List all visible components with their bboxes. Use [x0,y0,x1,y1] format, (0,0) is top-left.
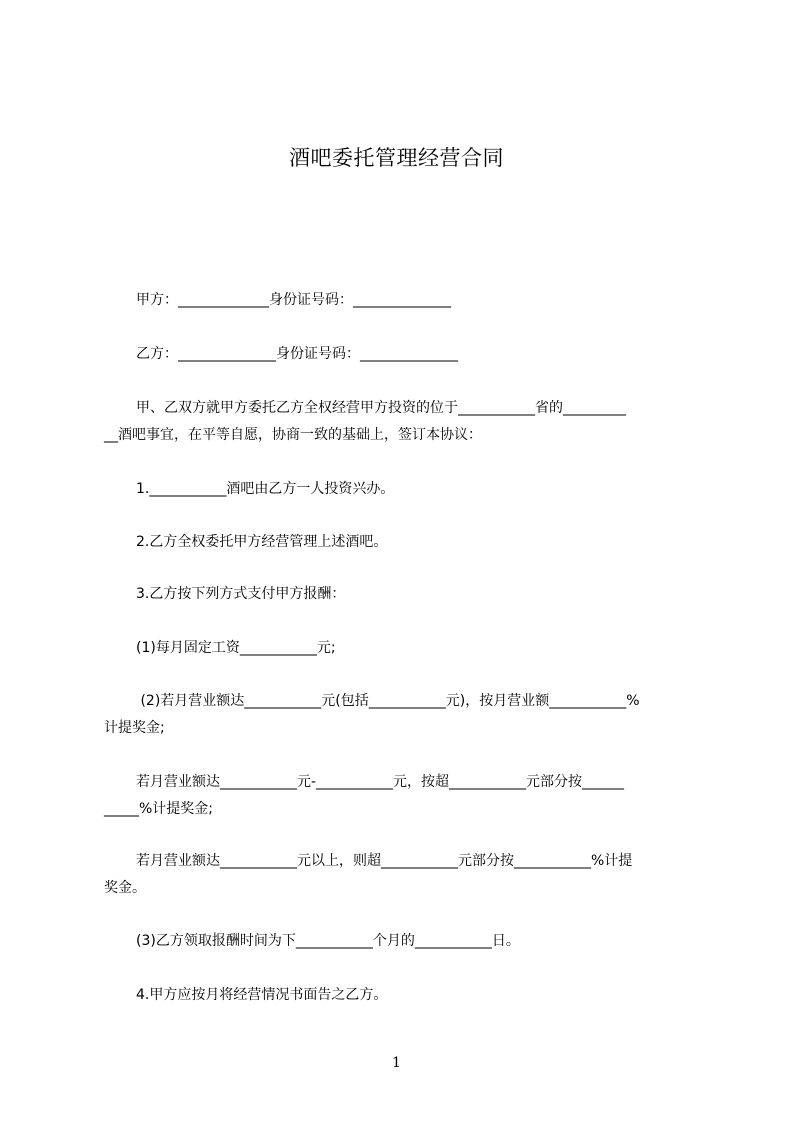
clause-3-2-line-1: (2)若月营业额达___________元(包括___________元)，按月营业额___________% [136,693,640,709]
party-a-line: 甲方：_____________身份证号码：______________ [136,292,451,308]
clause-3-3: (3)乙方领取报酬时间为下___________个月的___________日。 [136,933,520,949]
page-number: 1 [392,1055,401,1071]
party-b-line: 乙方：______________身份证号码：______________ [136,346,458,362]
bonus-tier-2-line-1: 若月营业额达___________元-___________元，按超___________元部分按______ [136,774,625,790]
clause-3: 3.乙方按下列方式支付甲方报酬： [136,586,346,602]
preamble-line-2: __酒吧事宜，在平等自愿，协商一致的基础上，签订本协议： [104,427,482,443]
bonus-tier-2-line-2: _____%计提奖金; [104,801,214,817]
bonus-tier-3-line-2: 奖金。 [104,880,146,896]
preamble-line-1: 甲、乙双方就甲方委托乙方全权经营甲方投资的位于___________省的_________ [136,400,626,416]
clause-3-1: (1)每月固定工资___________元; [136,640,336,656]
clause-3-2-line-2: 计提奖金; [104,720,165,736]
clause-4: 4.甲方应按月将经营情况书面告之乙方。 [136,987,388,1003]
clause-1: 1.___________酒吧由乙方一人投资兴办。 [136,481,395,497]
bonus-tier-3-line-1: 若月营业额达___________元以上，则超___________元部分按___________%计提 [136,853,633,869]
document-title: 酒吧委托管理经营合同 [289,146,504,170]
clause-2: 2.乙方全权委托甲方经营管理上述酒吧。 [136,534,388,550]
